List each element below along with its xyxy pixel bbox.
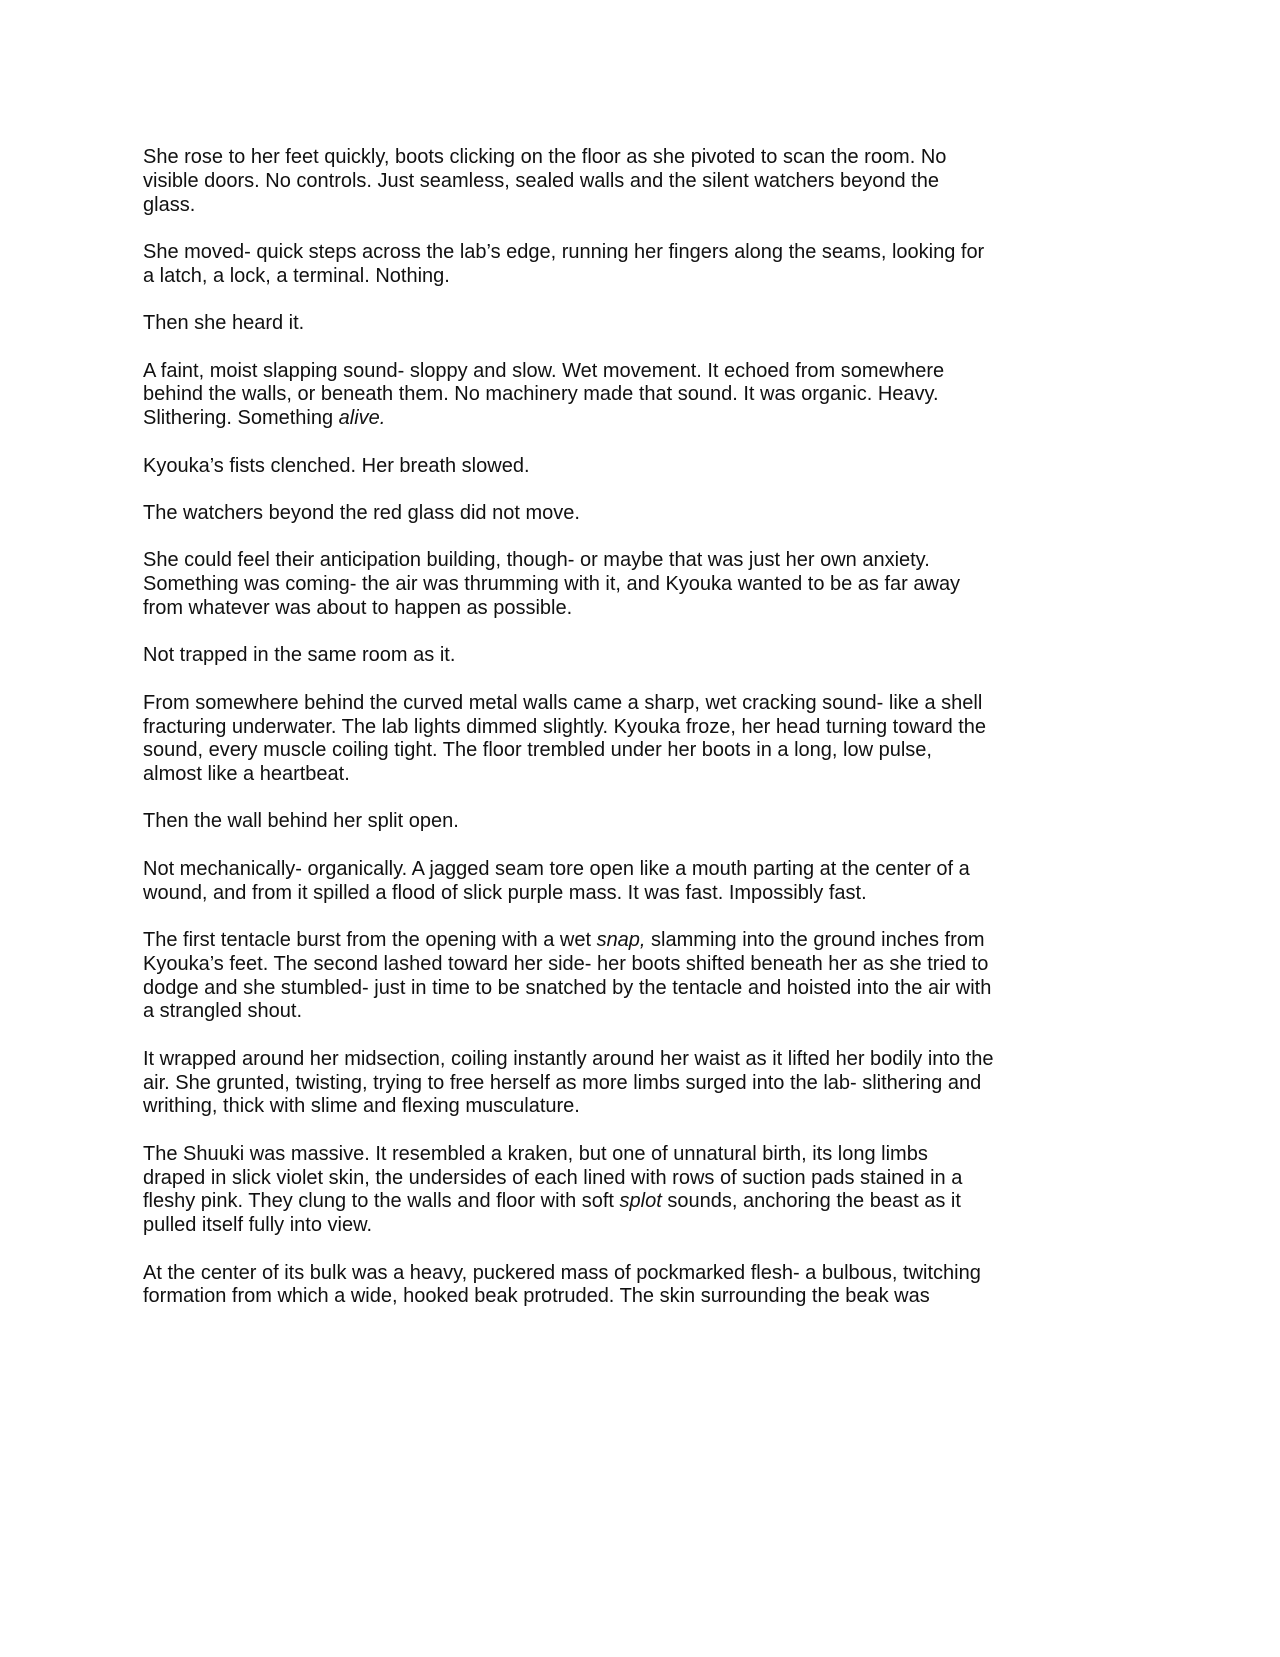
italic-run: alive. (338, 407, 386, 430)
text-line (143, 265, 1143, 289)
text-line (143, 1167, 1143, 1191)
text-run: It wrapped around her midsection, coiling instantly around her waist as it lifted her bodily into the (143, 1047, 994, 1070)
text-run: sound, every muscle coiling tight. The floor trembled under her boots in a long, low pulse, (143, 739, 932, 762)
text-line (143, 1262, 1143, 1286)
text-line (143, 953, 1143, 977)
paragraph (143, 455, 1143, 479)
text-line (143, 549, 1143, 573)
text-run: At the center of its bulk was a heavy, puckered mass of pockmarked flesh- a bulbous, twitching (143, 1261, 981, 1284)
text-line (143, 977, 1143, 1001)
text-line (143, 502, 1143, 526)
text-run: She moved- quick steps across the lab’s edge, running her fingers along the seams, looking for (143, 240, 985, 263)
text-line (143, 1000, 1143, 1024)
text-line (143, 644, 1143, 668)
paragraph (143, 858, 1143, 906)
text-line (143, 573, 1143, 597)
text-run: visible doors. No controls. Just seamless, sealed walls and the silent watchers beyond the (143, 169, 939, 192)
paragraph (143, 929, 1143, 1024)
text-run: She rose to her feet quickly, boots clicking on the floor as she pivoted to scan the room. No (143, 146, 947, 168)
text-line (143, 194, 1143, 218)
paragraph (143, 644, 1143, 668)
text-run: Then she heard it. (143, 312, 305, 335)
text-run: Then the wall behind her split open. (143, 810, 459, 833)
text-line (143, 1143, 1143, 1167)
text-line (143, 241, 1143, 265)
text-run: She could feel their anticipation building, though- or maybe that was just her own anxiety. (143, 549, 930, 572)
text-line (143, 763, 1143, 787)
text-run: air. She grunted, twisting, trying to free herself as more limbs surged into the lab- slithering and (143, 1071, 982, 1094)
text-line (143, 739, 1143, 763)
text-run: formation from which a wide, hooked beak protruded. The skin surrounding the beak was (143, 1285, 930, 1308)
text-line (143, 1095, 1143, 1119)
text-run: fleshy pink. They clung to the walls and floor with soft (143, 1190, 620, 1213)
text-line (143, 312, 1143, 336)
text-line (143, 1214, 1143, 1238)
paragraph (143, 810, 1143, 834)
text-line (143, 1072, 1143, 1096)
text-line (143, 1285, 1143, 1309)
text-line (143, 360, 1143, 384)
text-line (143, 146, 1143, 170)
paragraph (143, 502, 1143, 526)
text-run: almost like a heartbeat. (143, 763, 350, 786)
text-run: The watchers beyond the red glass did not move. (143, 501, 580, 524)
text-line (143, 455, 1143, 479)
paragraph (143, 360, 1143, 431)
text-line (143, 1048, 1143, 1072)
text-run: a latch, a lock, a terminal. Nothing. (143, 264, 450, 287)
text-line (143, 383, 1143, 407)
text-run: from whatever was about to happen as possible. (143, 596, 573, 619)
text-run: The first tentacle burst from the opening with a wet (143, 929, 597, 952)
text-run: A faint, moist slapping sound- sloppy and slow. Wet movement. It echoed from somewhere (143, 359, 945, 382)
text-run: Slithering. Something (143, 407, 339, 430)
text-run: sounds, anchoring the beast as it (661, 1190, 961, 1213)
text-run: pulled itself fully into view. (143, 1214, 373, 1237)
text-run: Kyouka’s feet. The second lashed toward her side- her boots shifted beneath her as she tried to (143, 952, 989, 975)
text-run: draped in slick violet skin, the undersides of each lined with rows of suction pads stained in a (143, 1166, 963, 1189)
paragraph (143, 1048, 1143, 1119)
italic-run: splot (619, 1190, 662, 1213)
text-run: a strangled shout. (143, 1000, 302, 1023)
paragraph (143, 312, 1143, 336)
text-run: Something was coming- the air was thrumming with it, and Kyouka wanted to be as far away (143, 573, 961, 596)
paragraph (143, 1143, 1143, 1238)
text-run: writhing, thick with slime and flexing musculature. (143, 1095, 580, 1118)
paragraph (143, 146, 1143, 217)
text-run: Not trapped in the same room as it. (143, 644, 456, 667)
text-line (143, 407, 1143, 431)
text-line (143, 692, 1143, 716)
text-run: behind the walls, or beneath them. No machinery made that sound. It was organic. Heavy. (143, 383, 939, 406)
paragraph (143, 1262, 1143, 1310)
text-run: The Shuuki was massive. It resembled a kraken, but one of unnatural birth, its long limbs (143, 1142, 928, 1165)
text-line (143, 170, 1143, 194)
text-run: Kyouka’s fists clenched. Her breath slowed. (143, 454, 530, 477)
text-line (143, 1190, 1143, 1214)
text-line (143, 716, 1143, 740)
text-line (143, 810, 1143, 834)
paragraph (143, 241, 1143, 289)
text-run: wound, and from it spilled a flood of slick purple mass. It was fast. Impossibly fast. (143, 881, 867, 904)
text-run: glass. (143, 193, 196, 216)
text-line (143, 597, 1143, 621)
italic-run: snap, (596, 929, 646, 952)
text-run: dodge and she stumbled- just in time to be snatched by the tentacle and hoisted into the air with (143, 976, 992, 999)
text-line (143, 858, 1143, 882)
document-page (143, 146, 1143, 1333)
text-run: slamming into the ground inches from (645, 929, 985, 952)
text-run: From somewhere behind the curved metal walls came a sharp, wet cracking sound- like a shell (143, 691, 983, 714)
text-line (143, 929, 1143, 953)
paragraph (143, 692, 1143, 787)
paragraph (143, 549, 1143, 620)
text-run: fracturing underwater. The lab lights dimmed slightly. Kyouka froze, her head turning toward the (143, 715, 987, 738)
text-line (143, 882, 1143, 906)
text-run: Not mechanically- organically. A jagged seam tore open like a mouth parting at the center of a (143, 857, 970, 880)
